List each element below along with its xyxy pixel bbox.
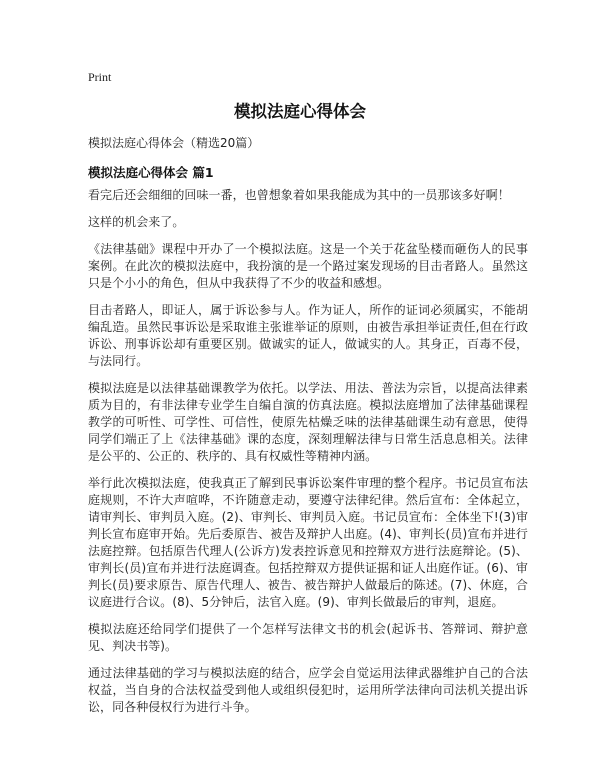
section-heading: 模拟法庭心得体会 篇1 bbox=[88, 165, 214, 180]
paragraph: 目击者路人，即证人，属于诉讼参与人。作为证人，所作的证词必须属实，不能胡编乱造。虽然民事诉讼是采取谁主张谁举证的原则，由被告承担举证责任,但在行政诉讼、刑事诉讼却有重要区别。做诚实的证人，做诚实的人。其身正，百毒不侵，与法同行。 bbox=[88, 303, 528, 368]
paragraph: 模拟法庭是以法律基础课教学为依托。以学法、用法、普法为宗旨，以提高法律素质为目的，有非法律专业学生自编自演的仿真法庭。模拟法庭增加了法律基础课程教学的可听性、可学性、可信性，使原先枯燥乏味的法律基础课生动有意思，使得同学们端正了上《法律基础》课的态度，深刻理解法律与日常生活息息相关。法律是公平的、公正的、秩序的、具有权威性等精神内涵。 bbox=[88, 381, 528, 463]
page-title: 模拟法庭心得体会 bbox=[234, 102, 366, 121]
paragraph: 《法律基础》课程中开办了一个模拟法庭。这是一个关于花盆坠楼而砸伤人的民事案例。在此次的模拟法庭中，我扮演的是一个路过案发现场的目击者路人。虽然这只是个小小的角色，但从中我获得了不少的收益和感想。 bbox=[88, 242, 528, 290]
paragraph: 通过法律基础的学习与模拟法庭的结合，应学会自觉运用法律武器维护自己的合法权益，当自身的合法权益受到他人或组织侵犯时，运用所学法律向司法机关提出诉讼，同各种侵权行为进行斗争。 bbox=[88, 666, 528, 714]
paragraph: 看完后还会细细的回味一番，也曾想象着如果我能成为其中的一员那该多好啊！ bbox=[88, 188, 510, 202]
document-subtitle: 模拟法庭心得体会（精选20篇） bbox=[88, 136, 260, 150]
paragraph: 举行此次模拟法庭，使我真正了解到民事诉讼案件审理的整个程序。书记员宣布法庭规则，不许大声喧哗，不许随意走动，要遵守法律纪律。然后宣布：全体起立，请审判长、审判员入庭。(2)、审判长、审判员入庭。书记员宣布：全体坐下!(3)审判长宣布庭审开始。先后委原告、被告及辩护人出庭。(4)、审判长(员)宣布并进行法庭控辩。包括原告代理人(公诉方)发表控诉意见和控辩双方进行法庭辩论。(5)、审判长(员)宣布并进行法庭调查。包括控辩双方提供证据和证人出庭作证。(6)、审判长(员)要求原告、原告代理人、被告、被告辩护人做最后的陈述。(7)、休庭，合议庭进行合议。(8)、5分钟后，法官入庭。(9)、审判长做最后的审判，退庭。 bbox=[88, 476, 528, 609]
paragraph: 模拟法庭还给同学们提供了一个怎样写法律文书的机会(起诉书、答辩词、辩护意见、判决书等)。 bbox=[88, 622, 528, 653]
print-link[interactable]: Print bbox=[88, 70, 112, 84]
paragraph: 这样的机会来了。 bbox=[88, 215, 185, 229]
